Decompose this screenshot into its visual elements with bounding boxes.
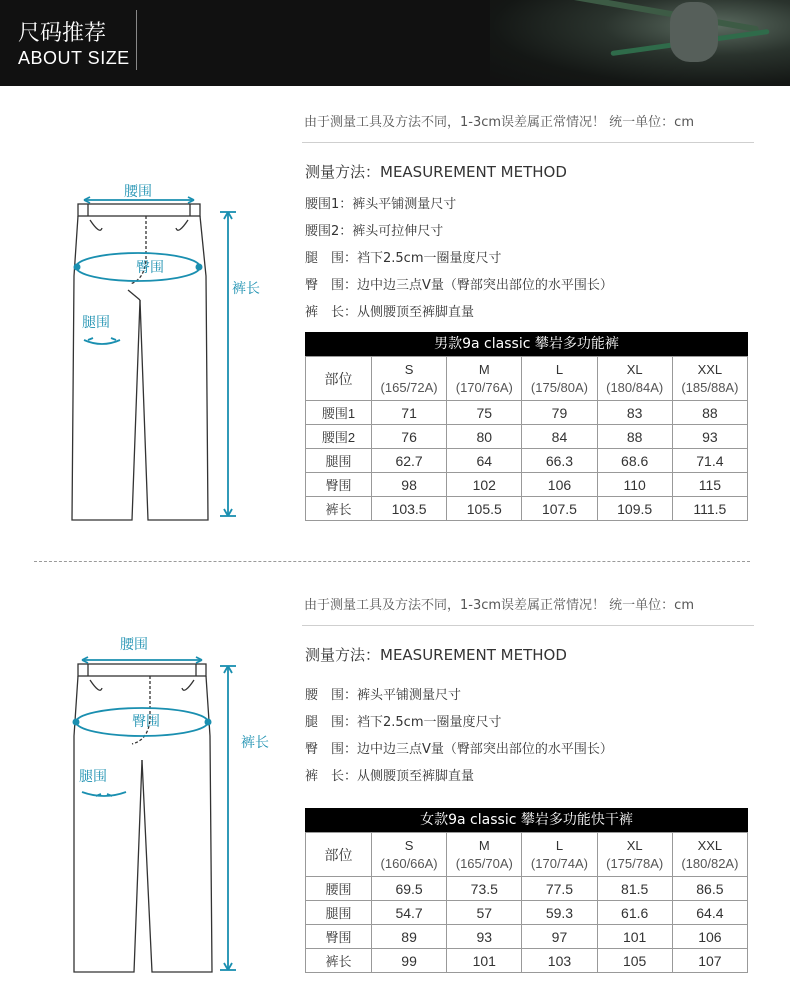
length-label: 裤长 <box>241 735 269 751</box>
size-header: XL (175/78A) <box>597 833 672 877</box>
size-header: L (175/80A) <box>522 357 597 401</box>
method-item: 裤 长：从侧腰顶至裤脚直量 <box>305 305 475 320</box>
size-header: M (170/76A) <box>447 357 522 401</box>
thigh-label: 腿围 <box>79 769 107 785</box>
divider-line <box>302 142 754 143</box>
method-title: 测量方法：MEASUREMENT METHOD <box>305 646 567 664</box>
size-table-men <box>305 332 748 521</box>
table-row: 腰围 69.5 73.5 77.5 81.5 86.5 <box>306 877 748 901</box>
table-row: 臀围 89 93 97 101 106 <box>306 925 748 949</box>
size-header: S (160/66A) <box>372 833 447 877</box>
banner-photo <box>490 0 790 86</box>
method-item: 腿 围：裆下2.5cm一圈量度尺寸 <box>305 251 502 266</box>
table-caption: 男款9a classic 攀岩多功能裤 <box>305 332 748 356</box>
method-item: 腿 围：裆下2.5cm一圈量度尺寸 <box>305 715 502 730</box>
method-item: 裤 长：从侧腰顶至裤脚直量 <box>305 769 475 784</box>
method-item: 腰围1：裤头平铺测量尺寸 <box>305 197 457 212</box>
part-header: 部位 <box>306 833 372 877</box>
table-row: 臀围 98 102 106 110 115 <box>306 473 748 497</box>
banner-subtitle: ABOUT SIZE <box>18 48 130 68</box>
size-header: L (170/74A) <box>522 833 597 877</box>
method-item: 腰围2：裤头可拉伸尺寸 <box>305 224 444 239</box>
thigh-label: 腿围 <box>82 315 110 331</box>
method-item: 臀 围：边中边三点V量（臀部突出部位的水平围长） <box>305 742 613 757</box>
waist-label: 腰围 <box>120 637 148 653</box>
table-header-row <box>306 833 748 877</box>
waist-label: 腰围 <box>124 184 152 200</box>
measurement-note: 由于测量工具及方法不同，1-3cm误差属正常情况！ 统一单位：cm <box>304 115 694 130</box>
size-header: XL (180/84A) <box>597 357 672 401</box>
size-table-women <box>305 808 748 973</box>
method-item: 腰 围：裤头平铺测量尺寸 <box>305 688 462 703</box>
table-row: 腿围 54.7 57 59.3 61.6 64.4 <box>306 901 748 925</box>
table-row: 裤长 99 101 103 105 107 <box>306 949 748 973</box>
table-header-row <box>306 357 748 401</box>
table-caption: 女款9a classic 攀岩多功能快干裤 <box>305 808 748 832</box>
section-divider <box>34 561 750 562</box>
hip-label: 臀围 <box>136 260 164 276</box>
measurement-note: 由于测量工具及方法不同，1-3cm误差属正常情况！ 统一单位：cm <box>304 598 694 613</box>
hip-label: 臀围 <box>132 714 160 730</box>
table-row: 腰围1 71 75 79 83 88 <box>306 401 748 425</box>
size-header: XXL (180/82A) <box>672 833 747 877</box>
banner-title: 尺码推荐 <box>18 21 107 46</box>
table-row: 腰围2 76 80 84 88 93 <box>306 425 748 449</box>
size-header: XXL (185/88A) <box>672 357 747 401</box>
header-banner <box>0 0 790 86</box>
size-header: S (165/72A) <box>372 357 447 401</box>
pants-diagram-women <box>60 632 260 982</box>
table-row: 腿围 62.7 64 66.3 68.6 71.4 <box>306 449 748 473</box>
size-header: M (165/70A) <box>447 833 522 877</box>
pants-diagram-men <box>60 180 260 530</box>
method-title: 测量方法：MEASUREMENT METHOD <box>305 163 567 181</box>
length-label: 裤长 <box>232 281 260 297</box>
divider-line <box>302 625 754 626</box>
part-header: 部位 <box>306 357 372 401</box>
table-row: 裤长 103.5 105.5 107.5 109.5 111.5 <box>306 497 748 521</box>
method-item: 臀 围：边中边三点V量（臀部突出部位的水平围长） <box>305 278 613 293</box>
banner-divider <box>136 10 137 70</box>
